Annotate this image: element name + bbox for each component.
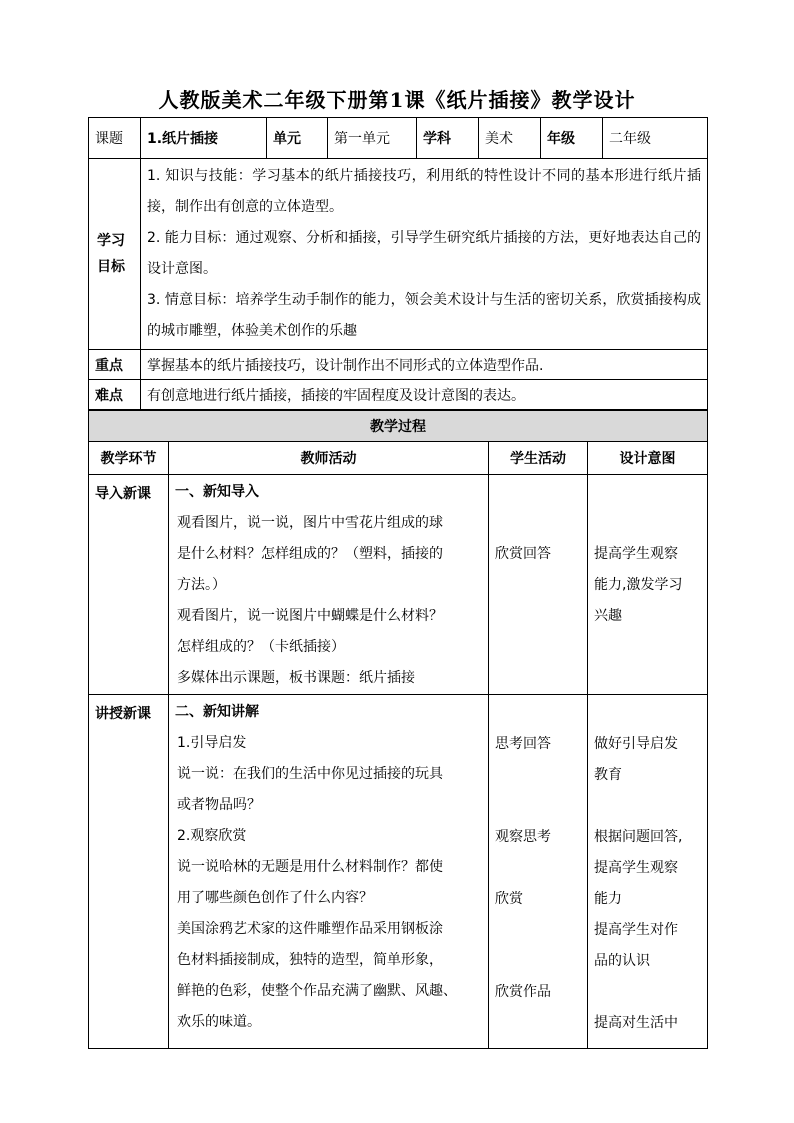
activity-line: 多媒体出示课题，板书课题：纸片插接 [177, 670, 415, 686]
key-point-label: 重点 [89, 350, 141, 380]
lesson-value: 1.纸片插接 [141, 118, 267, 159]
student-activity: 欣赏回答 [495, 546, 551, 562]
stage-cell [89, 695, 169, 1049]
intent-line: 提高对生活中 [594, 1015, 678, 1031]
unit-value: 第一单元 [328, 118, 417, 159]
intent-line: 提高学生对作 [594, 922, 678, 938]
objectives-label [89, 159, 141, 350]
activity-line: 是什么材料？怎样组成的？（塑料，插接的 [177, 546, 443, 562]
column-header: 设计意图 [588, 442, 708, 475]
student-activity: 观察思考 [495, 829, 551, 845]
activity-line: 欢乐的味道。 [177, 1014, 261, 1030]
intent-line: 做好引导启发 [594, 736, 678, 752]
grade-label: 年级 [541, 118, 603, 159]
design-intent-cell [588, 695, 708, 1049]
teacher-activity-cell [169, 475, 489, 695]
intent-line: 教育 [594, 767, 622, 783]
column-header: 教师活动 [169, 442, 489, 475]
stage-label: 讲授新课 [95, 706, 151, 722]
grade-value: 二年级 [603, 118, 708, 159]
teacher-activity-cell [169, 695, 489, 1049]
key-point-text: 掌握基本的纸片插接技巧，设计制作出不同形式的立体造型作品. [141, 350, 708, 380]
intent-line: 提高学生观察 [594, 546, 678, 562]
activity-line: 方法。） [177, 577, 226, 593]
difficulty-label: 难点 [89, 380, 141, 410]
activity-line: 观看图片，说一说图片中蝴蝶是什么材料？ [177, 608, 443, 624]
student-activity-cell [489, 475, 588, 695]
activity-line: 或者物品吗？ [177, 797, 261, 813]
student-activity: 欣赏 [495, 891, 523, 907]
intent-line: 根据问题回答, [594, 829, 683, 845]
objective-item: 3. 情意目标：培养学生动手制作的能力，领会美术设计与生活的密切关系，欣赏插接构成的城市雕塑，体验美术创作的乐趣 [147, 292, 701, 339]
activity-line: 用了哪些颜色创作了什么内容？ [177, 890, 373, 906]
intent-line: 兴趣 [594, 608, 622, 624]
intent-line: 品的认识 [594, 953, 650, 969]
page-title: 人教版美术二年级下册第1课《纸片插接》教学设计 [158, 88, 636, 112]
objectives-label-text: 学习目标 [97, 233, 125, 275]
process-table [88, 410, 708, 1049]
difficulty-text: 有创意地进行纸片插接，插接的牢固程度及设计意图的表达。 [141, 380, 708, 410]
student-activity: 欣赏作品 [495, 984, 551, 1000]
intent-line: 提高学生观察 [594, 860, 678, 876]
activity-line: 2.观察欣赏 [177, 828, 247, 844]
intent-line: 能力 [594, 891, 622, 907]
column-header: 教学环节 [89, 442, 169, 475]
subject-value: 美术 [479, 118, 541, 159]
stage-cell [89, 475, 169, 695]
objectives-content [141, 159, 708, 350]
objective-item: 2. 能力目标：通过观察、分析和插接，引导学生研究纸片插接的方法，更好地表达自己的设计意图。 [147, 230, 701, 277]
design-intent-cell [588, 475, 708, 695]
student-activity-cell [489, 695, 588, 1049]
unit-label: 单元 [267, 118, 328, 159]
activity-line: 说一说：在我们的生活中你见过插接的玩具 [177, 766, 443, 782]
activity-line: 1.引导启发 [177, 735, 247, 751]
activity-line: 说一说哈林的无题是用什么材料制作？都使 [177, 859, 443, 875]
activity-line: 色材料插接制成，独特的造型，简单形象， [177, 952, 443, 968]
subject-label: 学科 [417, 118, 479, 159]
activity-line: 怎样组成的？（卡纸插接） [177, 639, 345, 655]
process-header: 教学过程 [89, 411, 708, 442]
student-activity: 思考回答 [495, 736, 551, 752]
intent-line: 能力,激发学习 [594, 577, 683, 593]
lesson-label: 课题 [89, 118, 141, 159]
section-heading: 一、新知导入 [175, 484, 259, 500]
section-heading: 二、新知讲解 [175, 704, 259, 720]
info-table [88, 117, 708, 410]
stage-label: 导入新课 [95, 486, 151, 502]
objective-item: 1. 知识与技能：学习基本的纸片插接技巧，利用纸的特性设计不同的基本形进行纸片插接，制作出有创意的立体造型。 [147, 168, 701, 215]
activity-line: 观看图片，说一说，图片中雪花片组成的球 [177, 515, 443, 531]
activity-line: 鲜艳的色彩，使整个作品充满了幽默、风趣、 [177, 983, 457, 999]
activity-line: 美国涂鸦艺术家的这件雕塑作品采用钢板涂 [177, 921, 443, 937]
column-header: 学生活动 [489, 442, 588, 475]
